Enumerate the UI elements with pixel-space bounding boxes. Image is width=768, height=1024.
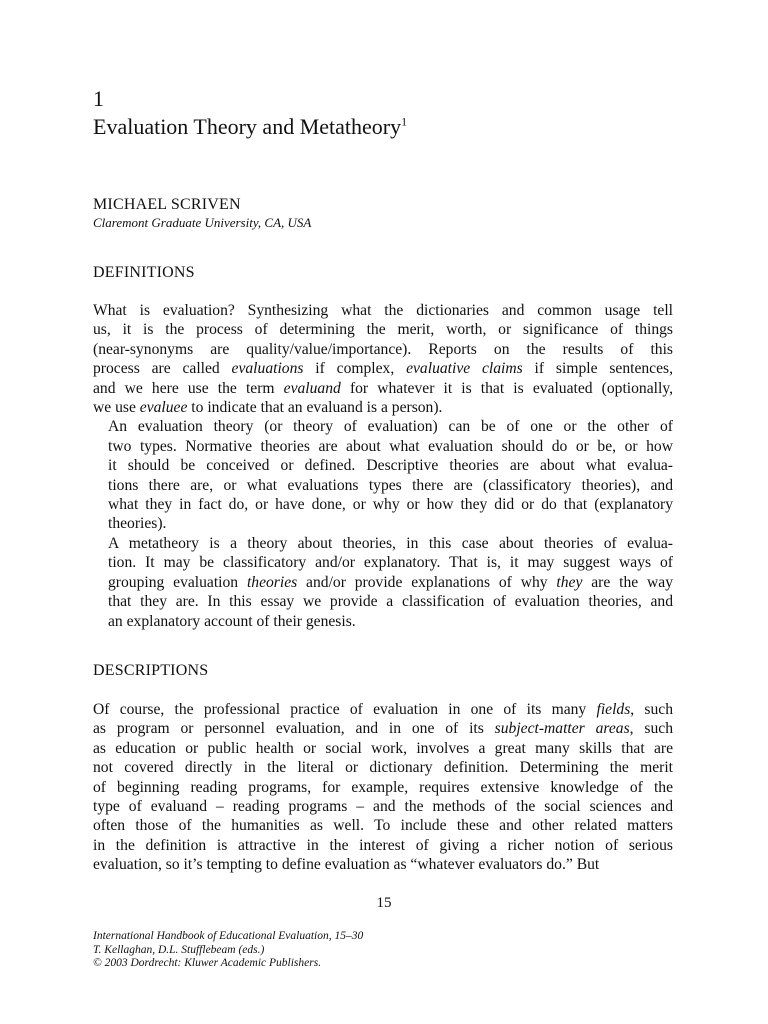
text-line: what they in fact do, or have done, or why or how they did or do that (explanatory: [108, 496, 673, 514]
paragraph: [93, 700, 673, 875]
footnote-mark: 1: [401, 114, 408, 129]
emphasis: theories: [246, 573, 298, 591]
text-line: type of evaluand – reading programs – and the methods of the social sciences and: [93, 798, 673, 816]
section-heading-descriptions: DESCRIPTIONS: [93, 662, 209, 679]
text-line: as program or personnel evaluation, and in one of its subject-matter areas, such: [93, 720, 673, 738]
text-line: not covered directly in the literal or dictionary definition. Determining the merit: [93, 759, 673, 777]
text-line: as education or public health or social work, involves a great many skills that are: [93, 739, 673, 757]
text-line: in the definition is attractive in the interest of giving a richer notion of serious: [93, 836, 673, 854]
chapter-number: 1: [93, 86, 104, 111]
text-line: it should be conceived or defined. Descriptive theories are about what evalua-: [108, 457, 673, 475]
chapter-title-text: Evaluation Theory and Metatheory: [93, 114, 402, 139]
text-line: What is evaluation? Synthesizing what the dictionaries and common usage tell: [93, 302, 673, 319]
author-name: MICHAEL SCRIVEN: [93, 196, 241, 213]
text-line: and we here use the term evaluand for whatever it is that is evaluated (optionally,: [93, 379, 673, 397]
text-line: grouping evaluation theories and/or provide explanations of why they are the way: [108, 573, 673, 591]
paragraph: [93, 534, 673, 631]
paragraph: [93, 417, 673, 533]
chapter-title: [93, 113, 407, 141]
page-number: 15: [376, 895, 392, 911]
text-line: tions there are, or what evaluations types there are (classificatory theories), and: [108, 476, 673, 494]
section-heading-definitions: DEFINITIONS: [93, 264, 195, 281]
text-line: (near-synonyms are quality/value/importance). Reports on the results of this: [93, 340, 673, 358]
text-line: two types. Normative theories are about what evaluation should do or be, or how: [108, 437, 673, 455]
definitions-body: [93, 301, 673, 631]
text-line: evaluation, so it’s tempting to define evaluation as “whatever evaluators do.” But: [93, 856, 600, 874]
author-affiliation: Claremont Graduate University, CA, USA: [93, 215, 312, 230]
text-line: often those of the humanities as well. To include these and other related matters: [93, 817, 673, 835]
descriptions-body: [93, 700, 673, 875]
emphasis: fields: [596, 701, 631, 718]
text-line: theories).: [108, 515, 167, 533]
footer-citation: [93, 930, 363, 971]
emphasis: subject-matter areas: [494, 720, 630, 738]
emphasis: evaluations: [231, 360, 304, 378]
text-line: an explanatory account of their genesis.: [108, 612, 356, 630]
emphasis: they: [556, 573, 583, 591]
footer-line: International Handbook of Educational Evaluation, 15–30: [93, 930, 364, 942]
emphasis: evaluative claims: [406, 360, 523, 378]
text-line: we use evaluee to indicate that an evaluand is a person).: [93, 399, 443, 417]
text-line: process are called evaluations if complex, evaluative claims if simple sentences,: [93, 360, 673, 378]
text-line: An evaluation theory (or theory of evaluation) can be of one or the other of: [108, 418, 673, 436]
text-line: that they are. In this essay we provide a classification of evaluation theories, and: [108, 593, 673, 611]
text-line: of beginning reading programs, for example, requires extensive knowledge of the: [93, 778, 673, 796]
emphasis: evaluand: [283, 379, 341, 397]
emphasis: evaluee: [139, 399, 188, 417]
footer-line: © 2003 Dordrecht: Kluwer Academic Publishers.: [93, 957, 322, 969]
text-line: A metatheory is a theory about theories, in this case about theories of evalua-: [108, 534, 673, 552]
footer-line: T. Kellaghan, D.L. Stufflebeam (eds.): [93, 943, 265, 956]
paragraph: [93, 301, 673, 417]
text-line: tion. It may be classificatory and/or explanatory. That is, it may suggest ways of: [108, 554, 673, 572]
text-line: us, it is the process of determining the merit, worth, or significance of things: [93, 321, 673, 339]
text-line: Of course, the professional practice of evaluation in one of its many fields, such: [93, 701, 674, 718]
